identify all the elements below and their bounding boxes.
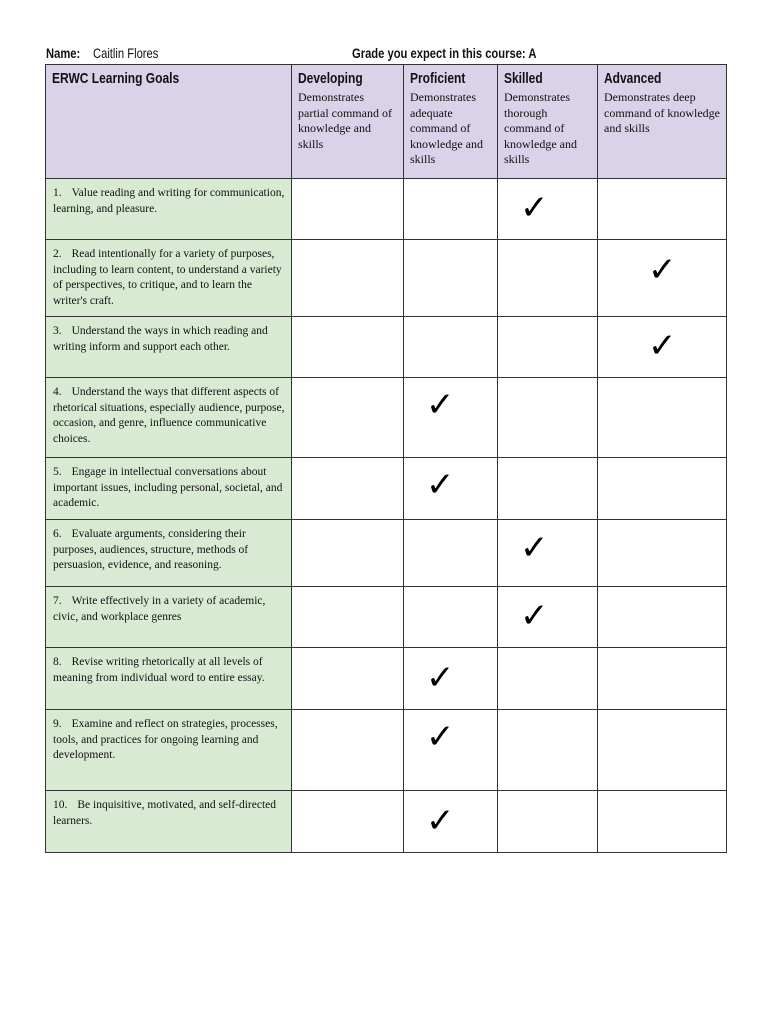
name-value: Caitlin Flores [92,45,159,61]
rating-cell-advanced [598,520,727,587]
column-header-goals: ERWC Learning Goals [46,65,292,179]
rating-cell-developing [292,317,404,378]
rating-cell-proficient [404,458,498,520]
checkmark-icon: ✓ [426,465,455,505]
rating-cell-advanced [598,710,727,791]
goal-number: 10. [53,799,68,811]
rating-cell-developing [292,378,404,458]
column-header-developing: Developing Demonstrates partial command of knowledge and skills [292,65,404,179]
goal-text [46,710,291,764]
rating-cell-developing [292,791,404,853]
rating-cell-skilled [498,520,598,587]
rating-cell-skilled [498,648,598,710]
goal-cell [46,648,292,710]
goal-number: 8. [53,656,62,668]
column-description: Demonstrates partial command of knowledge and skills [298,90,392,151]
rating-cell-advanced [598,240,727,317]
rating-cell-developing [292,520,404,587]
expected-grade-text: Grade you expect in this course: A [352,45,537,61]
goal-cell [46,710,292,791]
student-name [46,45,175,63]
rating-cell-developing [292,179,404,240]
checkmark-icon: ✓ [520,188,549,228]
goal-description: Be inquisitive, motivated, and self-directed learners. [53,799,277,827]
table-row [46,710,727,791]
goal-text [46,648,291,686]
rating-cell-developing [292,710,404,791]
goal-text [46,378,291,447]
goal-text [46,587,291,625]
rating-cell-developing [292,458,404,520]
rating-cell-proficient [404,791,498,853]
rating-cell-proficient [404,240,498,317]
goal-cell [46,240,292,317]
goal-description: Write effectively in a variety of academic, civic, and workplace genres [53,595,266,623]
goal-number: 9. [53,718,62,730]
column-header-proficient: Proficient Demonstrates adequate command of knowledge and skills [404,65,498,179]
goal-cell [46,317,292,378]
goal-text [46,458,291,512]
goal-description: Evaluate arguments, considering their purposes, audiences, structure, methods of persuasion, evidence, and reasoning. [53,528,249,571]
table-row [46,179,727,240]
goal-cell [46,520,292,587]
checkmark-icon: ✓ [426,801,455,841]
checkmark-icon: ✓ [648,250,677,290]
table-row [46,378,727,458]
rating-cell-proficient [404,179,498,240]
column-description: Demonstrates thorough command of knowledge and skills [504,90,577,166]
checkmark-icon: ✓ [426,658,455,698]
checkmark-icon: ✓ [520,528,549,568]
checkmark-icon: ✓ [426,717,455,757]
rating-cell-skilled [498,317,598,378]
checkmark-icon: ✓ [426,385,455,425]
expected-grade [352,45,583,63]
rating-cell-advanced [598,587,727,648]
column-header-advanced: Advanced Demonstrates deep command of knowledge and skills [598,65,727,179]
rating-cell-proficient [404,587,498,648]
rating-cell-proficient [404,648,498,710]
goal-description: Understand the ways in which reading and writing inform and support each other. [53,325,268,353]
rating-cell-advanced [598,791,727,853]
rating-cell-proficient [404,317,498,378]
rating-cell-developing [292,587,404,648]
goal-description: Examine and reflect on strategies, processes, tools, and practices for ongoing learning and development. [53,718,278,761]
name-label: Name: [46,45,81,61]
table-header-row [46,65,727,179]
rating-cell-developing [292,240,404,317]
rating-cell-advanced [598,648,727,710]
goal-number: 5. [53,466,62,478]
goal-cell [46,587,292,648]
goal-description: Read intentionally for a variety of purposes, including to learn content, to understand a variety of perspectives, to critique, and to learn the writer's craft. [53,248,282,307]
goal-number: 7. [53,595,62,607]
table-row [46,648,727,710]
rating-cell-proficient [404,710,498,791]
column-description: Demonstrates adequate command of knowledge and skills [410,90,483,166]
rating-cell-skilled [498,791,598,853]
goal-cell [46,458,292,520]
table-row [46,791,727,853]
rating-cell-advanced [598,458,727,520]
rating-cell-proficient [404,520,498,587]
column-header-skilled: Skilled Demonstrates thorough command of knowledge and skills [498,65,598,179]
rating-cell-skilled [498,458,598,520]
goal-cell [46,179,292,240]
rating-cell-developing [292,648,404,710]
goal-description: Understand the ways that different aspects of rhetorical situations, especially audience, purpose, occasion, and genre, influence communicative choices. [53,386,285,445]
goal-text [46,791,291,829]
goal-number: 2. [53,248,62,260]
checkmark-icon: ✓ [648,326,677,366]
goal-description: Value reading and writing for communication, learning, and pleasure. [53,187,285,215]
goal-number: 6. [53,528,62,540]
rating-cell-skilled [498,378,598,458]
goal-number: 1. [53,187,62,199]
rating-cell-skilled [498,710,598,791]
rating-cell-proficient [404,378,498,458]
rating-cell-advanced [598,179,727,240]
rating-cell-skilled [498,179,598,240]
rating-cell-skilled [498,587,598,648]
goal-number: 3. [53,325,62,337]
table-row [46,240,727,317]
goal-cell [46,791,292,853]
goal-text [46,317,291,355]
column-description: Demonstrates deep command of knowledge and skills [604,90,720,135]
table-row [46,317,727,378]
checkmark-icon: ✓ [520,596,549,636]
rating-cell-advanced [598,378,727,458]
goal-cell [46,378,292,458]
goal-text [46,240,291,309]
goal-text [46,179,291,217]
rating-cell-skilled [498,240,598,317]
goal-description: Revise writing rhetorically at all levels of meaning from individual word to entire essay. [53,656,265,684]
table-row [46,587,727,648]
table-row [46,520,727,587]
goal-description: Engage in intellectual conversations about important issues, including personal, societal, and academic. [53,466,283,509]
goal-number: 4. [53,386,62,398]
table-row [46,458,727,520]
rating-cell-advanced [598,317,727,378]
learning-goals-table [45,64,727,853]
goal-text [46,520,291,574]
